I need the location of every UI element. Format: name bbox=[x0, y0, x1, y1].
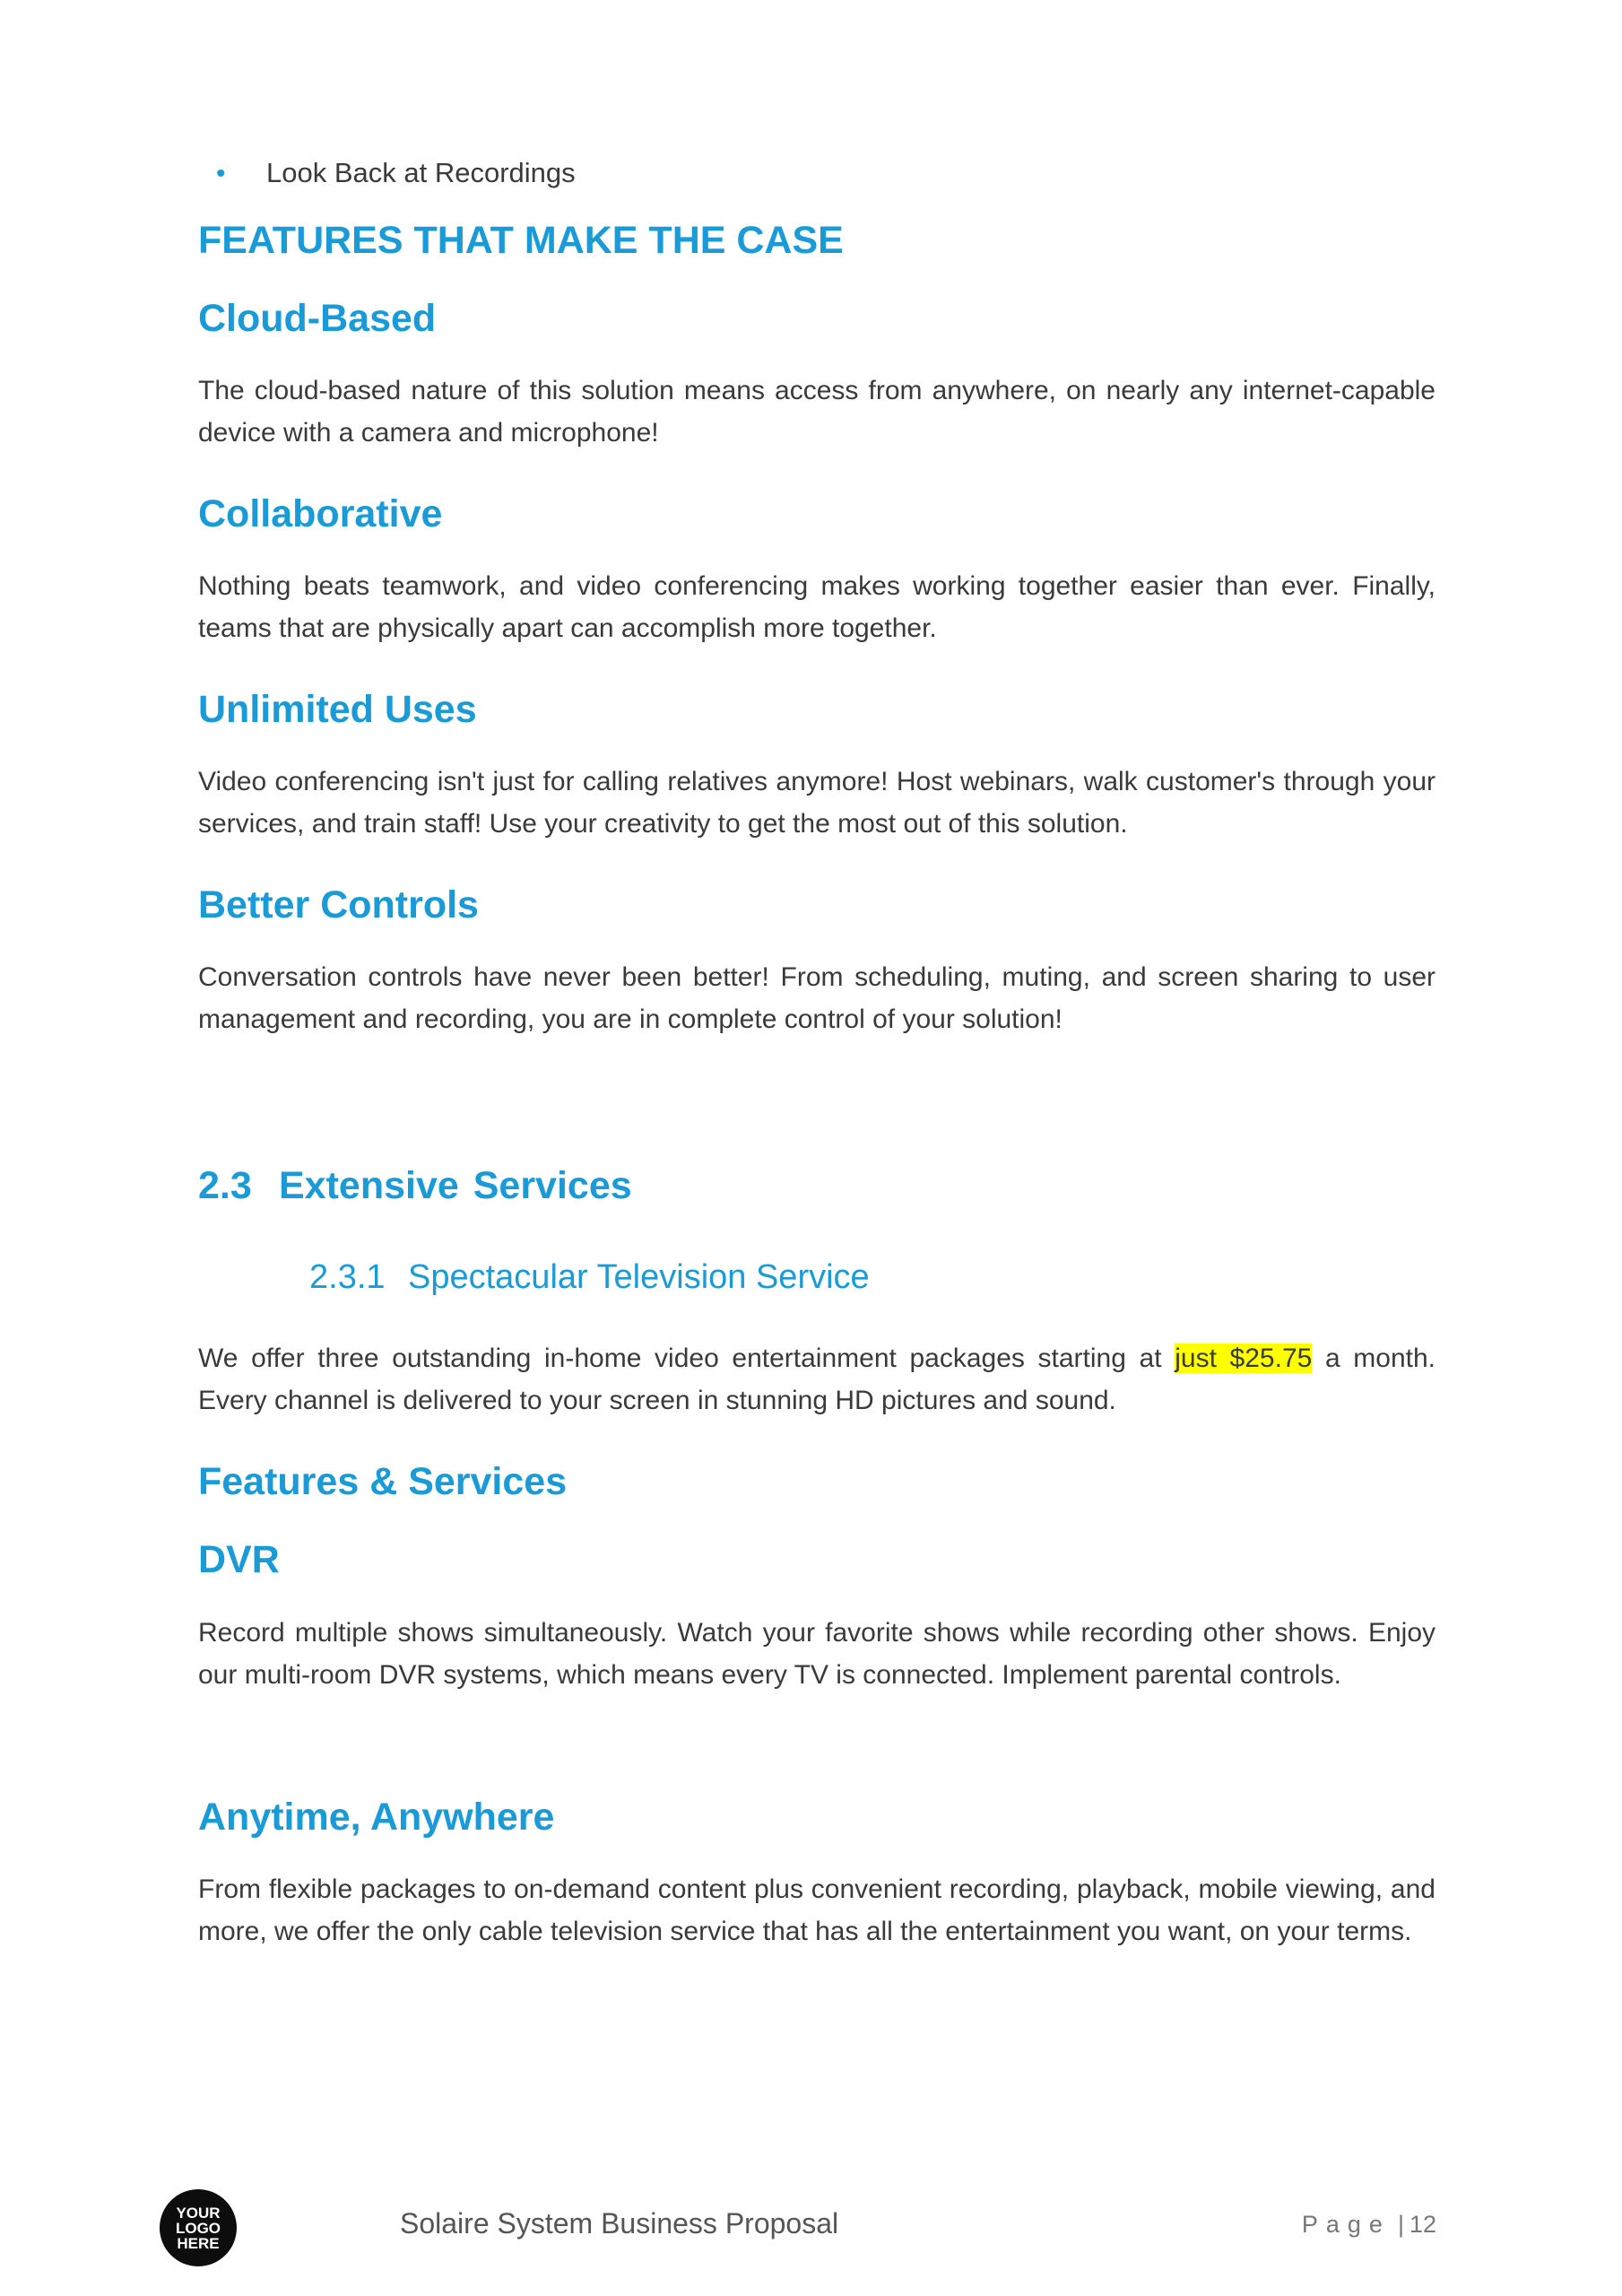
page-number bbox=[1302, 2207, 1436, 2241]
subsection-title: Spectacular Television Service bbox=[408, 1258, 870, 1296]
feature-title-unlimited: Unlimited Uses bbox=[198, 688, 477, 731]
features-heading: FEATURES THAT MAKE THE CASE bbox=[198, 219, 844, 262]
section-heading bbox=[198, 1161, 632, 1210]
feature-text-collaborative: Nothing beats teamwork, and video conferencing makes working together easier than ever. Finally, teams that are physically apart can accomplish more together. bbox=[198, 571, 1436, 643]
tv-intro-paragraph bbox=[198, 1337, 1436, 1422]
bullet-text: Look Back at Recordings bbox=[266, 157, 576, 188]
dvr-text: Record multiple shows simultaneously. Watch your favorite shows while recording other shows. Enjoy our multi-room DVR systems, which means every TV is connected. Implement parental controls. bbox=[198, 1618, 1436, 1690]
page-separator: | bbox=[1397, 2211, 1404, 2238]
company-logo bbox=[160, 2189, 237, 2266]
page-label: Page bbox=[1301, 2211, 1391, 2238]
subsection-heading bbox=[309, 1255, 870, 1300]
footer-title: Solaire System Business Proposal bbox=[400, 2207, 839, 2239]
anytime-text: From flexible packages to on-demand content plus convenient recording, playback, mobile viewing, and more, we offer the only cable television service that has all the entertainment you want, on your terms. bbox=[198, 1874, 1436, 1946]
feature-title-controls: Better Controls bbox=[198, 883, 479, 926]
feature-title-collaborative: Collaborative bbox=[198, 492, 443, 535]
logo-line-1: YOUR bbox=[176, 2204, 221, 2222]
bullet-icon: • bbox=[216, 159, 226, 188]
tv-intro-after: a month. Every channel is delivered to your screen in stunning HD pictures and sound. bbox=[198, 1344, 1436, 1415]
logo-line-2: LOGO bbox=[175, 2219, 221, 2237]
price-highlight: just $25.75 bbox=[1175, 1344, 1313, 1373]
page-number-value: 12 bbox=[1409, 2211, 1436, 2238]
tv-intro-before: We offer three outstanding in-home video entertainment packages starting at bbox=[198, 1344, 1175, 1373]
bullet-list-item bbox=[216, 154, 576, 193]
section-title: Extensive Services bbox=[279, 1164, 632, 1207]
section-number: 2.3 bbox=[198, 1164, 252, 1207]
anytime-title: Anytime, Anywhere bbox=[198, 1796, 555, 1839]
feature-title-cloud: Cloud-Based bbox=[198, 297, 437, 340]
subsection-number: 2.3.1 bbox=[309, 1258, 386, 1296]
feature-text-controls: Conversation controls have never been better! From scheduling, muting, and screen sharing to user management and recording, you are in complete control of your solution! bbox=[198, 962, 1436, 1034]
services-heading: Features & Services bbox=[198, 1460, 568, 1503]
feature-text-cloud: The cloud-based nature of this solution means access from anywhere, on nearly any internet-capable device with a camera and microphone! bbox=[198, 376, 1436, 448]
logo-line-3: HERE bbox=[177, 2234, 220, 2252]
dvr-title: DVR bbox=[198, 1538, 280, 1581]
feature-text-unlimited: Video conferencing isn't just for calling relatives anymore! Host webinars, walk customer's through your services, and train staff! Use your creativity to get the most out of this solution. bbox=[198, 767, 1436, 839]
